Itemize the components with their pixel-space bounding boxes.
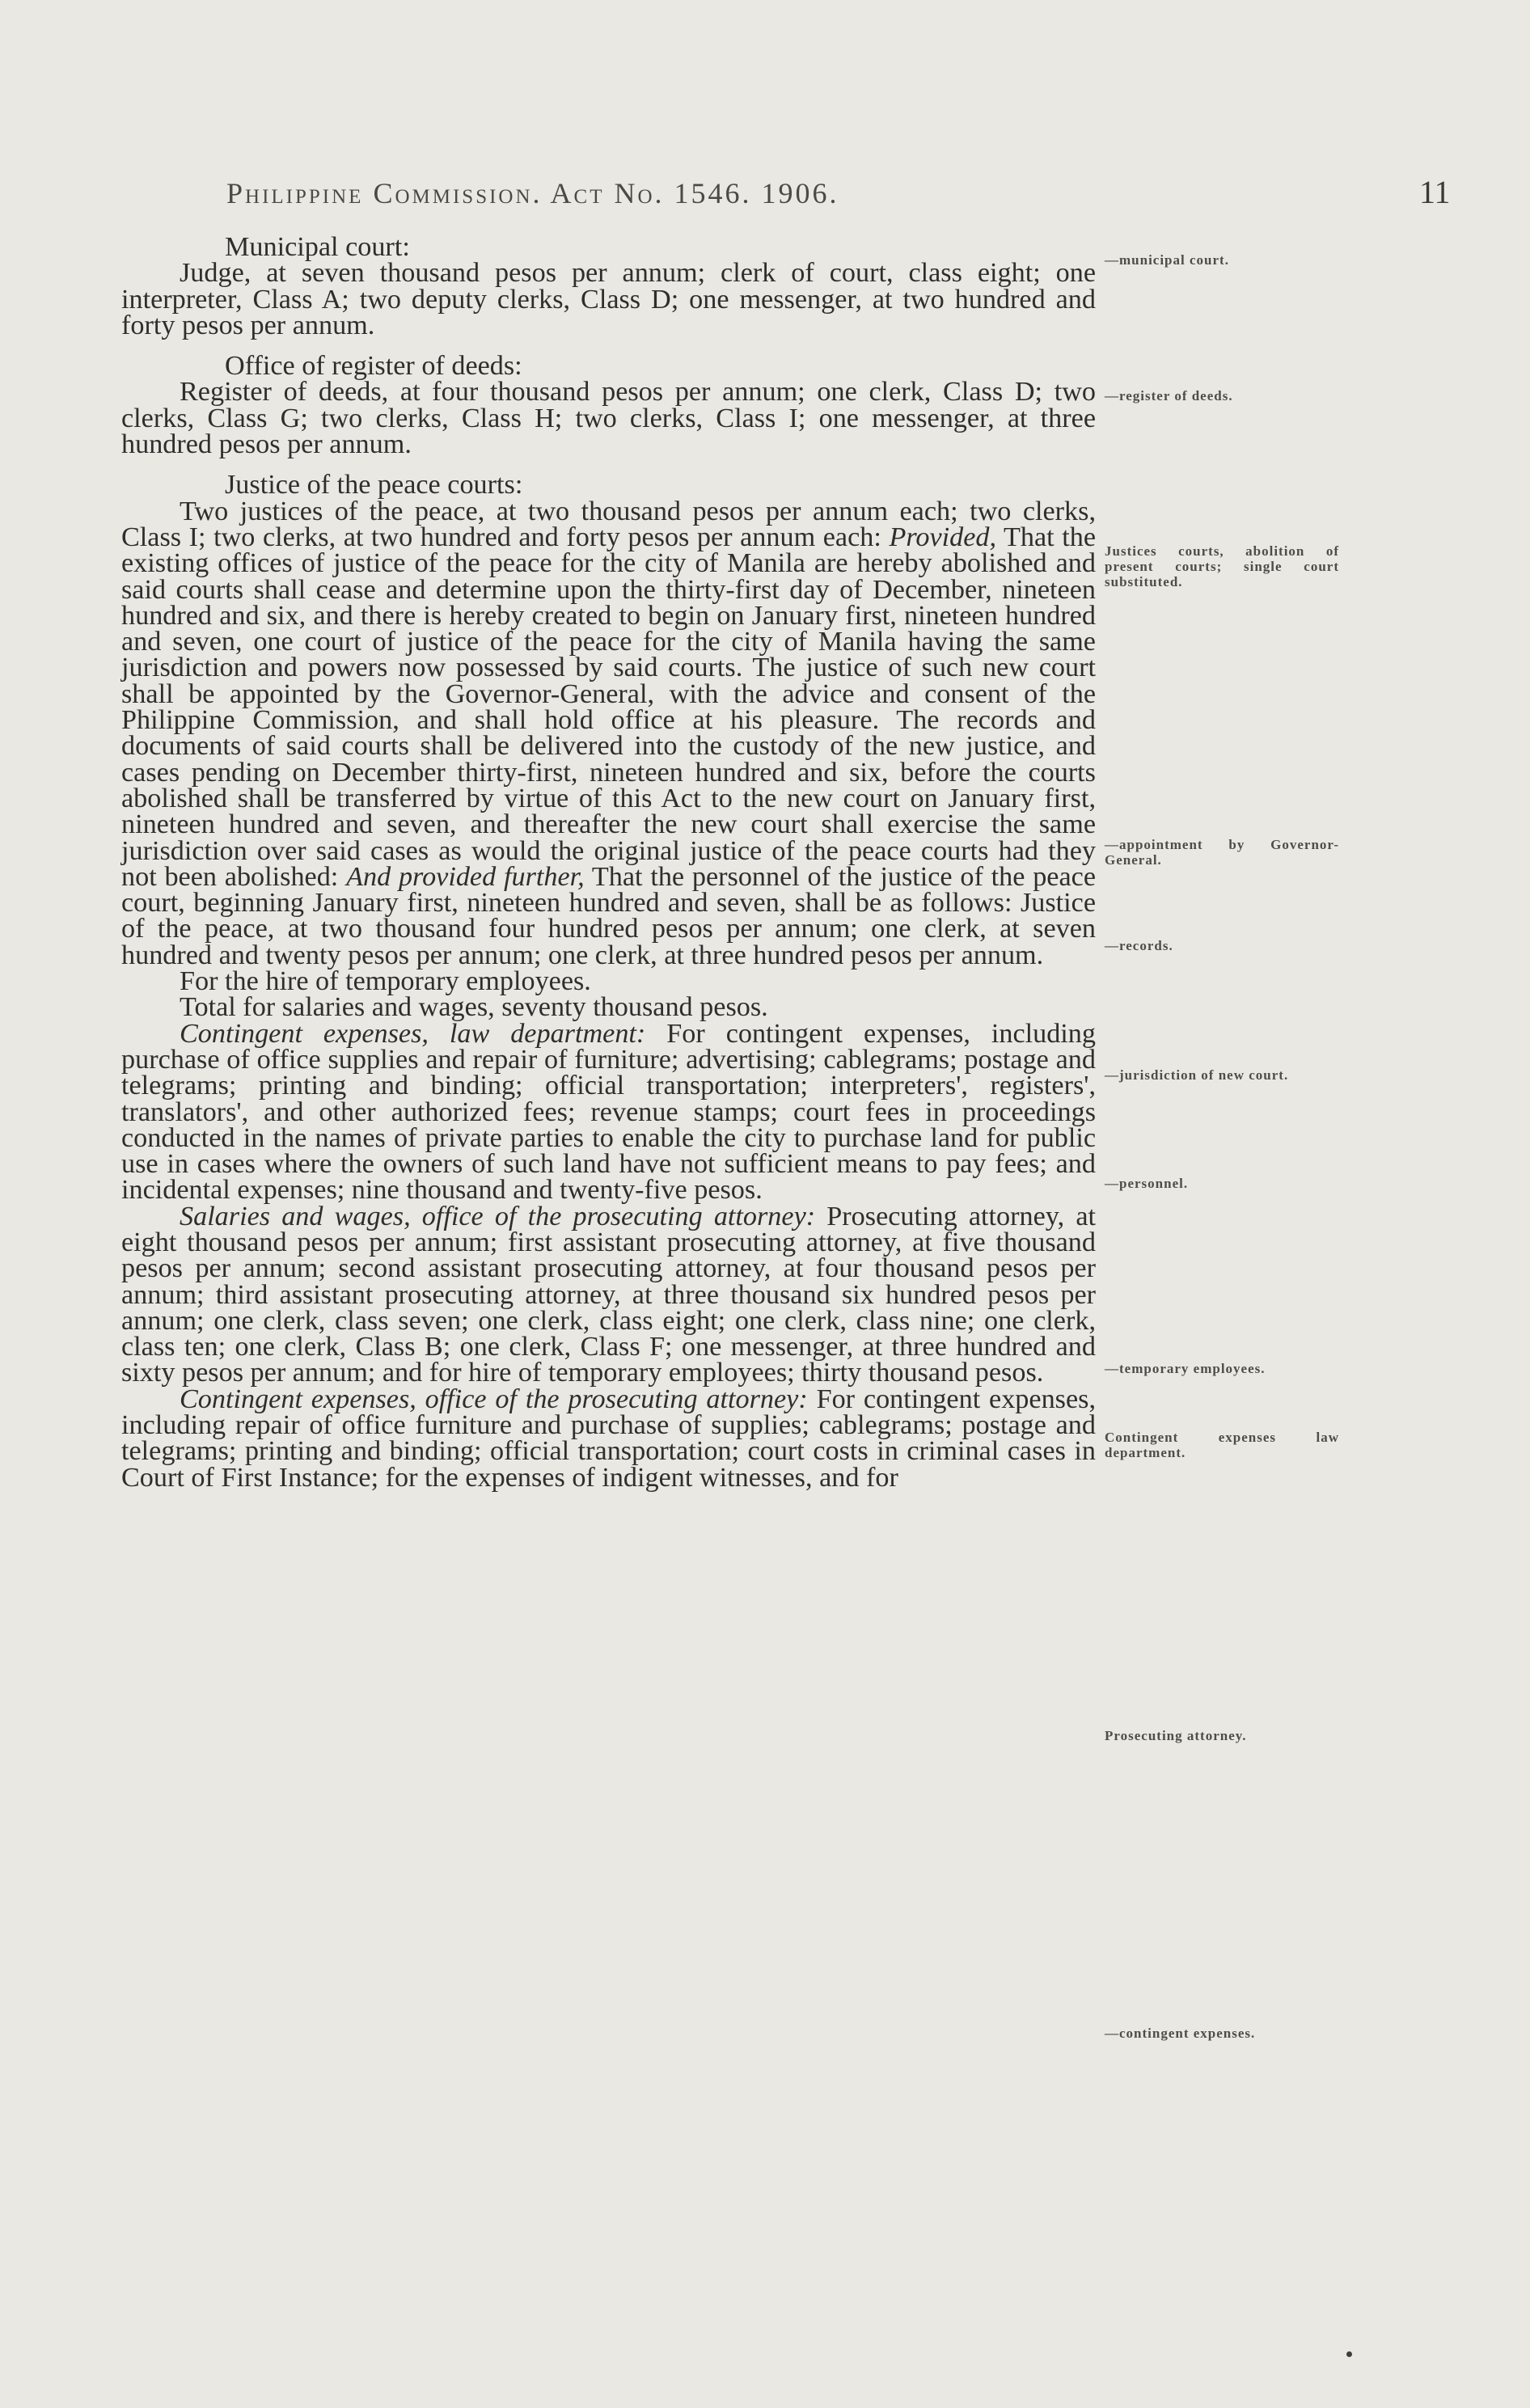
contingent-prosecuting-title: Contingent expenses, office of the prosecuting attorney:: [180, 1384, 808, 1414]
sidenote-records: —records.: [1105, 938, 1173, 953]
contingent-law-text: For contingent expenses, including purchase of office supplies and repair of furniture; advertising; cablegrams; postage and telegrams; printing and binding; official transportation; interpreters', registers', translators', and other authorized fees; revenue stamps; court fees in proceedings conducted in the names of private parties to enable the city to purchase land for public use in cases where the owners of such land have not sufficient means to pay fees; and incidental expenses; nine thousand and twenty-five pesos.: [121, 1018, 1096, 1206]
proviso-provided: Provided,: [889, 522, 997, 552]
paragraph-register-of-deeds: Register of deeds, at four thousand pesos per annum; one clerk, Class D; two clerks, Class G; two clerks, Class H; two clerks, Class I; one messenger, at three hundred pesos per annum.: [121, 377, 1096, 460]
prosecuting-title: Salaries and wages, office of the prosecuting attorney:: [180, 1201, 816, 1231]
contingent-prosecuting-text: For contingent expenses, including repair of office furniture and purchase of supplies; cablegrams; postage and telegrams; printing and binding; official transportation; court costs in criminal cases in Court of First Instance; for the expenses of indigent witnesses, and for: [121, 1384, 1096, 1493]
sidenote-municipal-court: —municipal court.: [1105, 252, 1229, 268]
justice-text-part-1: Two justices of the peace, at two thousand pesos per annum each; two clerks, Class I; two clerks, at two hundred and forty pesos per annum each:: [121, 496, 1096, 552]
page-number: 11: [1419, 174, 1451, 210]
paragraph-contingent-law: [121, 1018, 1096, 1206]
running-head: Philippine Commission. Act No. 1546. 1906.: [226, 177, 839, 209]
sidenote-temporary-employees: —temporary employees.: [1105, 1361, 1266, 1376]
paragraph-contingent-prosecuting: [121, 1384, 1096, 1493]
contingent-law-title: Contingent expenses, law department:: [180, 1018, 646, 1049]
section-heading-municipal-court: Municipal court:: [225, 232, 410, 262]
ink-speck: [1346, 2351, 1352, 2357]
body-text: [121, 234, 1096, 1491]
sidenote-contingent-expenses: —contingent expenses.: [1105, 2026, 1256, 2041]
paragraph-justice-courts: [121, 496, 1096, 970]
sidenote-justices-courts: Justices courts, abolition of present courts; single court substituted.: [1105, 543, 1339, 589]
section-heading-register-of-deeds: Office of register of deeds:: [225, 351, 522, 382]
sidenote-register-of-deeds: —register of deeds.: [1105, 388, 1233, 403]
proviso-provided-further: And provided further,: [346, 861, 585, 892]
sidenote-personnel: —personnel.: [1105, 1176, 1189, 1191]
sidenote-contingent-law: Contingent expenses law department.: [1105, 1430, 1339, 1460]
paragraph-municipal-court: Judge, at seven thousand pesos per annum; clerk of court, class eight; one interpreter, Class A; two deputy clerks, Class D; one messenger, at two hundred and forty pesos per annum.: [121, 258, 1096, 340]
prosecuting-text: Prosecuting attorney, at eight thousand pesos per annum; first assistant prosecuting attorney, at five thousand pesos per annum; second assistant prosecuting attorney, at four thousand pesos per annum; third assistant prosecuting attorney, at three thousand six hundred pesos per annum; one clerk, class seven; one clerk, class eight; one clerk, class nine; one clerk, class ten; one clerk, Class B; one clerk, Class F; one messenger, at three hundred and sixty pesos per annum; and for hire of temporary employees; thirty thousand pesos.: [121, 1201, 1097, 1388]
justice-text-part-3: That the personnel of the justice of the peace court, beginning January first, nineteen hundred and seven, shall be as follows: Justice of the peace, at two thousand four hundred pesos per annum; one clerk, at seven hundred and twenty pesos per annum; one clerk, at three hundred pesos per annum.: [121, 861, 1096, 970]
sidenote-prosecuting-attorney: Prosecuting attorney.: [1105, 1728, 1247, 1743]
paragraph-total-salaries: Total for salaries and wages, seventy thousand pesos.: [180, 992, 768, 1023]
sidenote-appointment: —appointment by Governor-General.: [1105, 837, 1339, 868]
justice-text-part-2: That the existing offices of justice of the peace for the city of Manila are hereby abolished and said courts shall cease and determine upon the thirty-first day of December, nineteen hundred and six, and there is hereby created to begin on January first, nineteen hundred and seven, one court of justice of the peace for the city of Manila having the same jurisdiction and powers now possessed by said courts. The justice of such new court shall be appointed by the Governor-General, with the advice and consent of the Philippine Commission, and shall hold office at his pleasure. The records and documents of said courts shall be delivered into the custody of the new justice, and cases pending on December thirty-first, nineteen hundred and six, before the courts abolished shall be transferred by virtue of this Act to the new court on January first, nineteen hundred and seven, and thereafter the new court shall exercise the same jurisdiction over said cases as would the original justice of the peace courts had they not been abolished:: [121, 522, 1096, 892]
paragraph-prosecuting-attorney: [121, 1201, 1097, 1388]
sidenote-jurisdiction: —jurisdiction of new court.: [1105, 1067, 1289, 1083]
paragraph-temporary-employees: For the hire of temporary employees.: [180, 966, 591, 997]
section-heading-justice-courts: Justice of the peace courts:: [225, 470, 523, 501]
